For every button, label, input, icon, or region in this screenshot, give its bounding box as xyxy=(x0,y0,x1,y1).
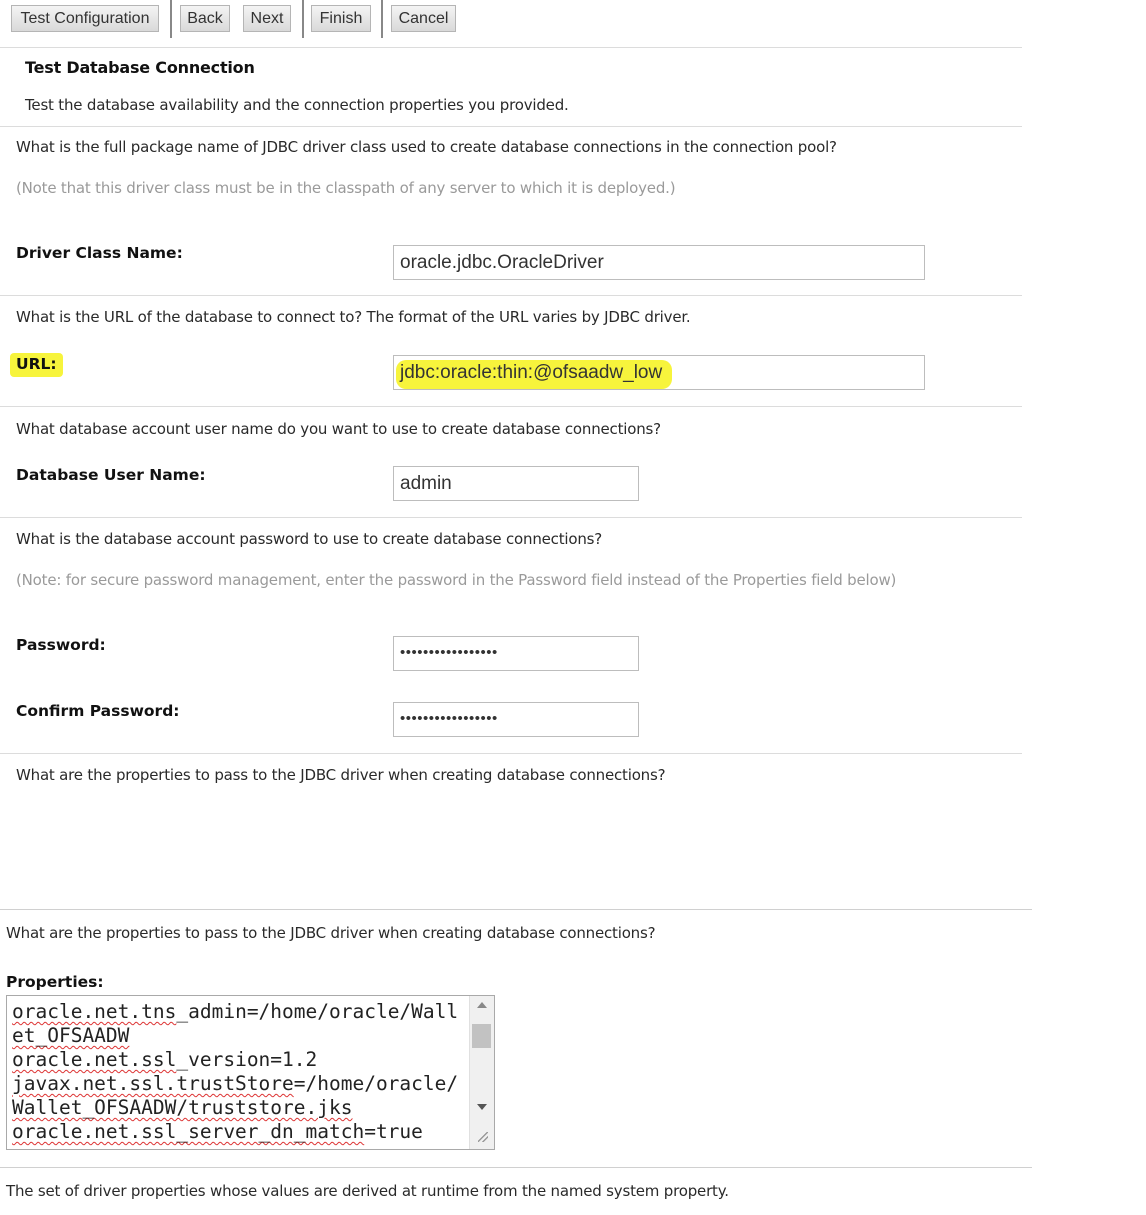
divider xyxy=(0,406,1022,407)
divider xyxy=(0,1167,1032,1168)
driver-question: What is the full package name of JDBC driver class used to create database connections in the connection pool? xyxy=(16,138,837,156)
divider xyxy=(0,517,1022,518)
properties-textarea[interactable] xyxy=(6,995,495,1150)
properties-line: oracle.net.ssl_version=1.2 xyxy=(12,1048,318,1071)
toolbar-separator xyxy=(170,0,172,38)
url-input[interactable] xyxy=(393,355,925,390)
toolbar-separator xyxy=(302,0,304,38)
divider xyxy=(0,295,1022,296)
resize-grip-icon[interactable] xyxy=(478,1132,488,1142)
user-name-label: Database User Name: xyxy=(16,466,206,484)
url-label: URL: xyxy=(10,353,63,377)
properties-question: What are the properties to pass to the JDBC driver when creating database connections? xyxy=(6,924,656,942)
confirm-password-label: Confirm Password: xyxy=(16,702,180,720)
confirm-password-input[interactable]: ••••••••••••••••• xyxy=(393,702,639,737)
properties-footer: The set of driver properties whose values are derived at runtime from the named system property. xyxy=(6,1182,729,1200)
user-name-input[interactable]: admin xyxy=(393,466,639,501)
back-button[interactable]: Back xyxy=(180,5,230,32)
scrollbar[interactable] xyxy=(469,996,494,1149)
cancel-button[interactable]: Cancel xyxy=(391,5,456,32)
properties-label: Properties: xyxy=(6,973,104,991)
driver-note: (Note that this driver class must be in the classpath of any server to which it is deployed.) xyxy=(16,179,676,197)
properties-line: Wallet_OFSAADW/truststore.jks xyxy=(12,1096,353,1119)
divider xyxy=(0,47,1022,48)
password-question: What is the database account password to use to create database connections? xyxy=(16,530,603,548)
toolbar-separator xyxy=(381,0,383,38)
divider xyxy=(0,126,1022,127)
scroll-up-icon[interactable] xyxy=(477,1002,487,1008)
properties-line: oracle.net.tns_admin=/home/oracle/Wall xyxy=(12,1000,459,1023)
password-input[interactable]: ••••••••••••••••• xyxy=(393,636,639,671)
url-question: What is the URL of the database to connect to? The format of the URL varies by JDBC driver. xyxy=(16,308,691,326)
driver-class-label: Driver Class Name: xyxy=(16,244,183,262)
driver-class-input[interactable]: oracle.jdbc.OracleDriver xyxy=(393,245,925,280)
section-title: Test Database Connection xyxy=(25,58,255,77)
finish-button[interactable]: Finish xyxy=(311,5,371,32)
divider xyxy=(0,753,1022,754)
scroll-down-icon[interactable] xyxy=(477,1104,487,1110)
password-label: Password: xyxy=(16,636,106,654)
divider xyxy=(0,909,1032,910)
properties-line: oracle.net.ssl_server_dn_match=true xyxy=(12,1120,423,1143)
next-button[interactable]: Next xyxy=(243,5,291,32)
properties-line: javax.net.ssl.trustStore=/home/oracle/ xyxy=(12,1072,459,1095)
user-question: What database account user name do you want to use to create database connections? xyxy=(16,420,661,438)
scroll-thumb[interactable] xyxy=(472,1024,491,1048)
url-value-highlight: jdbc:oracle:thin:@ofsaadw_low xyxy=(396,360,672,389)
properties-question-top: What are the properties to pass to the JDBC driver when creating database connections? xyxy=(16,766,666,784)
section-description: Test the database availability and the connection properties you provided. xyxy=(25,96,569,114)
properties-line: et_OFSAADW xyxy=(12,1024,130,1047)
password-note: (Note: for secure password management, enter the password in the Password field instead of the Properties field below) xyxy=(16,571,897,589)
test-configuration-button[interactable]: Test Configuration xyxy=(11,5,159,32)
